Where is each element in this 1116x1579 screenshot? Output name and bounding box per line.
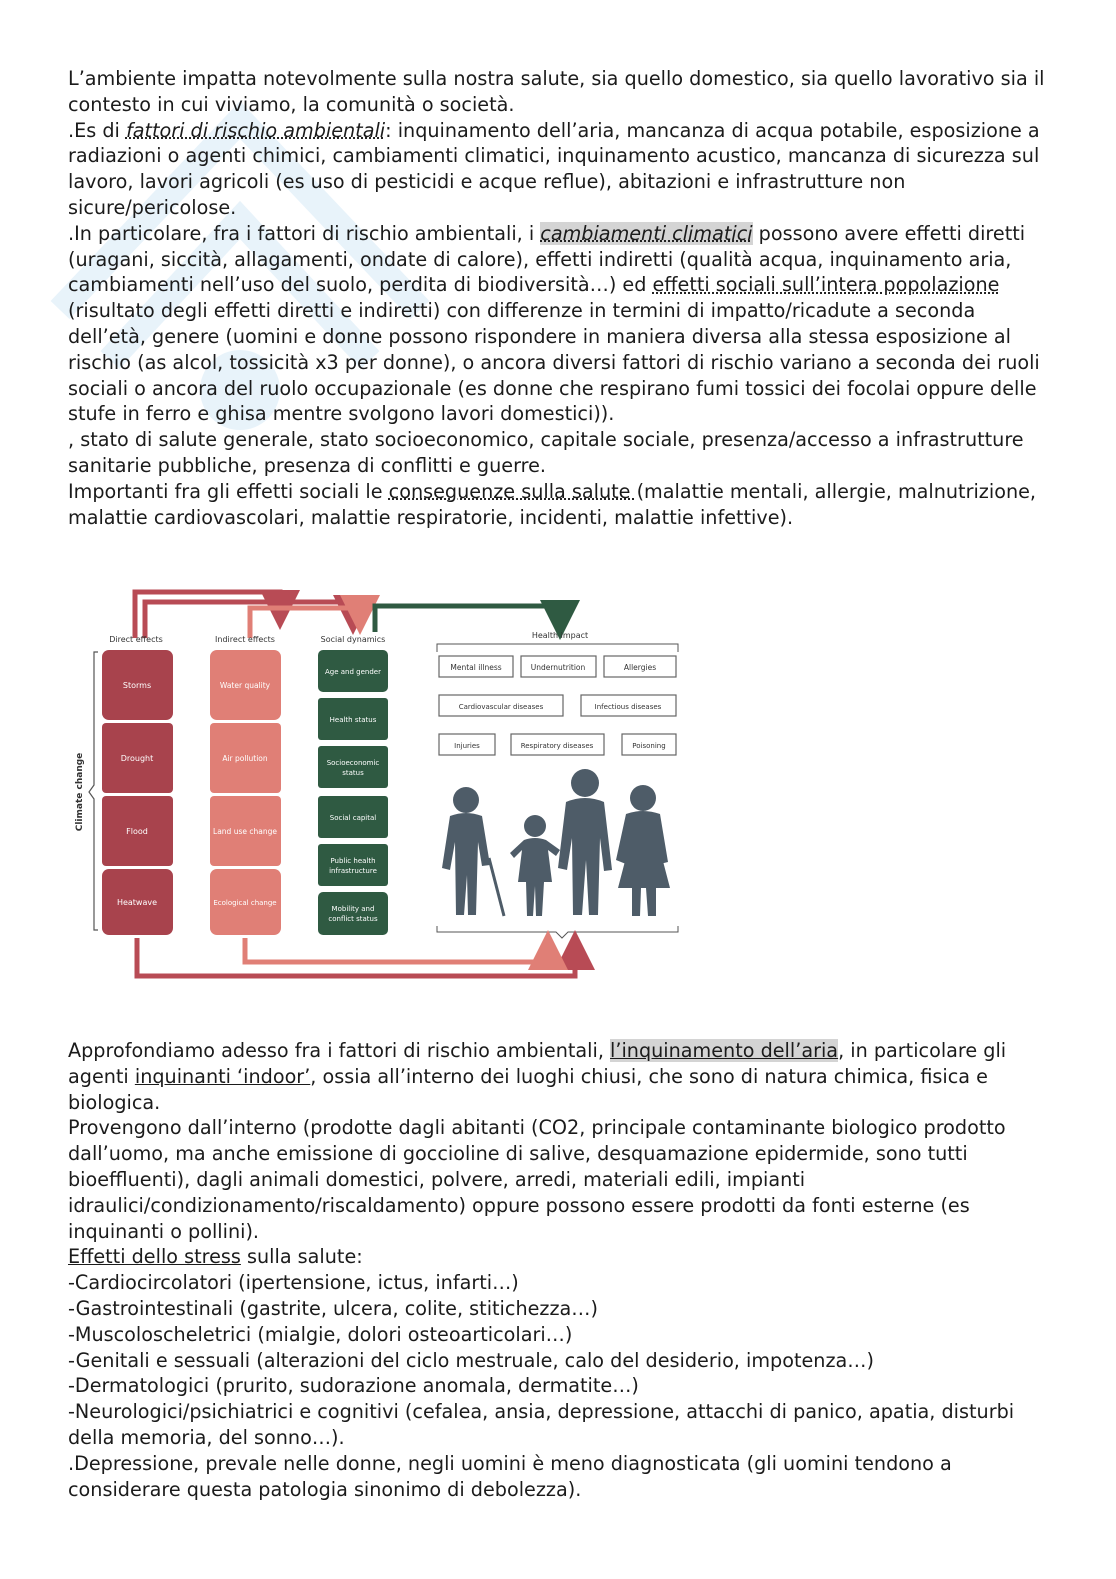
box-mobility	[318, 892, 388, 935]
box-public-health	[318, 844, 388, 886]
term-climate-change: cambiamenti climatici	[540, 221, 753, 245]
label-infectious: Infectious diseases	[594, 703, 662, 711]
label-public-health-2: infrastructure	[329, 867, 377, 875]
text-fragment: : inquinamento dell’aria, mancanza di acqua potabile, esposizione a radiazioni o agenti chimici, cambiamenti climatici, inquinamento acustico, mancanza di sicurezza sul lavoro, lavori agricoli (es uso di pesticidi e acque reflue), abitazioni e infrastrutture non sicure/pericolose.	[68, 118, 1040, 219]
label-poisoning: Poisoning	[632, 742, 666, 750]
term-risk-factors: fattori di rischio ambientali	[125, 118, 386, 142]
climate-brace	[89, 652, 98, 930]
label-heatwave: Heatwave	[116, 898, 158, 907]
box-socioeconomic	[318, 746, 388, 788]
impact-frame-bottom	[437, 926, 678, 938]
paragraph-indoor-pollution	[68, 1038, 1053, 1115]
text-fragment: possono avere effetti diretti (uragani, siccità, allagamenti, ondate di calore), effetti indiretti (qualità acqua, inquinamento aria, cambiamenti nell’uso del suolo, perdita di biodiversità…) ed	[68, 221, 1026, 297]
top-arrows	[135, 592, 560, 638]
paragraph-social-factors: , stato di salute generale, stato socioeconomico, capitale sociale, presenza/accesso a infrastrutture sanitarie pubbliche, presenza di conflitti e guerre.	[68, 428, 1024, 477]
label-cardiovascular: Cardiovascular diseases	[458, 703, 544, 711]
term-air-pollution: l’inquinamento dell’aria	[610, 1039, 839, 1062]
label-ecological-change: Ecological change	[213, 899, 277, 907]
label-undernutrition: Undernutrition	[530, 663, 586, 672]
bottom-arrows	[137, 938, 575, 976]
text-fragment: (malattie mentali, allergie, malnutrizione, malattie cardiovascolari, malattie respiratorie, incidenti, malattie infettive).	[68, 479, 1037, 529]
intro-text-block	[68, 66, 1053, 530]
list-item: -Cardiocircolatori (ipertensione, ictus, infarti…)	[68, 1271, 519, 1295]
term-stress-effects: Effetti dello stress	[68, 1245, 241, 1269]
paragraph-environment: L’ambiente impatta notevolmente sulla nostra salute, sia quello domestico, sia quello lavorativo sia il contesto in cui viviamo, la comunità o società.	[68, 67, 1045, 116]
paragraph-stress-heading	[68, 1244, 1053, 1270]
label-health-status: Health status	[329, 716, 377, 724]
direct-effects-column	[102, 650, 173, 935]
paragraph-health-consequences	[68, 479, 1053, 531]
climate-health-diagram	[70, 580, 682, 990]
text-fragment: , ossia all’interno dei luoghi chiusi, che sono di natura chimica, fisica e biologica.	[68, 1064, 988, 1114]
header-indirect-effects: Indirect effects	[215, 635, 275, 644]
indirect-effects-column	[210, 650, 281, 935]
list-item: -Gastrointestinali (gastrite, ulcera, colite, stitichezza…)	[68, 1296, 598, 1320]
label-allergies: Allergies	[623, 663, 657, 672]
list-item: -Dermatologici (prurito, sudorazione anomala, dermatite…)	[68, 1374, 639, 1398]
label-socioeconomic-2: status	[342, 769, 364, 777]
text-fragment: Importanti fra gli effetti sociali le	[68, 479, 389, 503]
text-fragment: .In particolare, fra i fattori di rischio ambientali, i	[68, 221, 541, 245]
label-mobility-2: conflict status	[328, 915, 378, 923]
paragraph-climate-change	[68, 221, 1053, 427]
label-respiratory: Respiratory diseases	[520, 742, 594, 750]
label-mobility-1: Mobility and	[331, 905, 375, 913]
family-silhouette-icon	[442, 769, 670, 916]
label-mental-illness: Mental illness	[450, 663, 502, 672]
text-fragment: .Es di	[68, 118, 126, 142]
list-item: -Genitali e sessuali (alterazioni del ciclo mestruale, calo del desiderio, impotenza…)	[68, 1348, 874, 1372]
list-item: -Muscoloscheletrici (mialgie, dolori osteoarticolari…)	[68, 1322, 573, 1346]
social-dynamics-column	[318, 650, 388, 935]
paragraph-risk-factors	[68, 118, 1053, 221]
label-public-health-1: Public health	[330, 857, 376, 865]
label-flood: Flood	[126, 827, 148, 836]
label-air-pollution: Air pollution	[222, 754, 268, 763]
label-drought: Drought	[120, 754, 154, 763]
label-water-quality: Water quality	[219, 681, 271, 690]
text-fragment: sulla salute:	[240, 1245, 363, 1269]
label-land-use-change: Land use change	[213, 827, 277, 836]
paragraph-sources: Provengono dall’interno (prodotte dagli abitanti (CO2, principale contaminante biologico prodotto dall’uomo, ma anche emissione di goccioline di salive, desquamazione epidermide, sono tutti bioeffluenti), dagli animali domestici, polvere, arredi, materiali edili, impianti idraulici/condizionamento/riscaldamento) oppure possono essere prodotti da fonti esterne (es inquinanti o pollini).	[68, 1116, 1006, 1243]
paragraph-depression: .Depressione, prevale nelle donne, negli uomini è meno diagnosticata (gli uomini tendono a considerare questa patologia sinonimo di debolezza).	[68, 1451, 952, 1501]
label-injuries: Injuries	[454, 742, 480, 750]
label-storms: Storms	[122, 681, 152, 690]
label-social-capital: Social capital	[329, 814, 377, 822]
list-item: -Neurologici/psichiatrici e cognitivi (cefalea, ansia, depressione, attacchi di panico, apatia, disturbi della memoria, del sonno…).	[68, 1400, 1015, 1449]
term-health-consequences: conseguenze sulla salute	[388, 479, 637, 503]
text-fragment: , in particolare gli agenti	[68, 1039, 1007, 1088]
label-socioeconomic-1: Socioeconomic	[326, 759, 380, 767]
header-health-impact: Health impact	[531, 631, 589, 640]
header-social-dynamics: Social dynamics	[320, 635, 386, 644]
label-age-gender: Age and gender	[325, 668, 381, 676]
impact-frame-top	[437, 644, 678, 652]
air-pollution-text-block	[68, 1038, 1053, 1502]
label-climate-change: Climate change	[75, 752, 85, 832]
text-fragment: (risultato degli effetti diretti e indiretti) con differenze in termini di impatto/ricadute a seconda dell’età, genere (uomini e donne possono rispondere in maniera diversa alla stessa esposizione al rischio (as alcol, tossicità x3 per donne), o ancora diversi fattori di rischio variano a seconda dei ruoli sociali o ancora del ruolo occupazionale (es donne che respirano fumi tossici dei focolai oppure delle stufe in ferro e ghisa mentre svolgono lavori domestici)).	[68, 299, 1040, 426]
header-direct-effects: Direct effects	[109, 635, 163, 644]
term-social-effects: effetti sociali sull’intera popolazione	[652, 273, 1000, 297]
text-fragment: Approfondiamo adesso fra i fattori di rischio ambientali,	[68, 1039, 611, 1062]
term-indoor-pollutants: inquinanti ‘indoor’	[134, 1064, 311, 1088]
